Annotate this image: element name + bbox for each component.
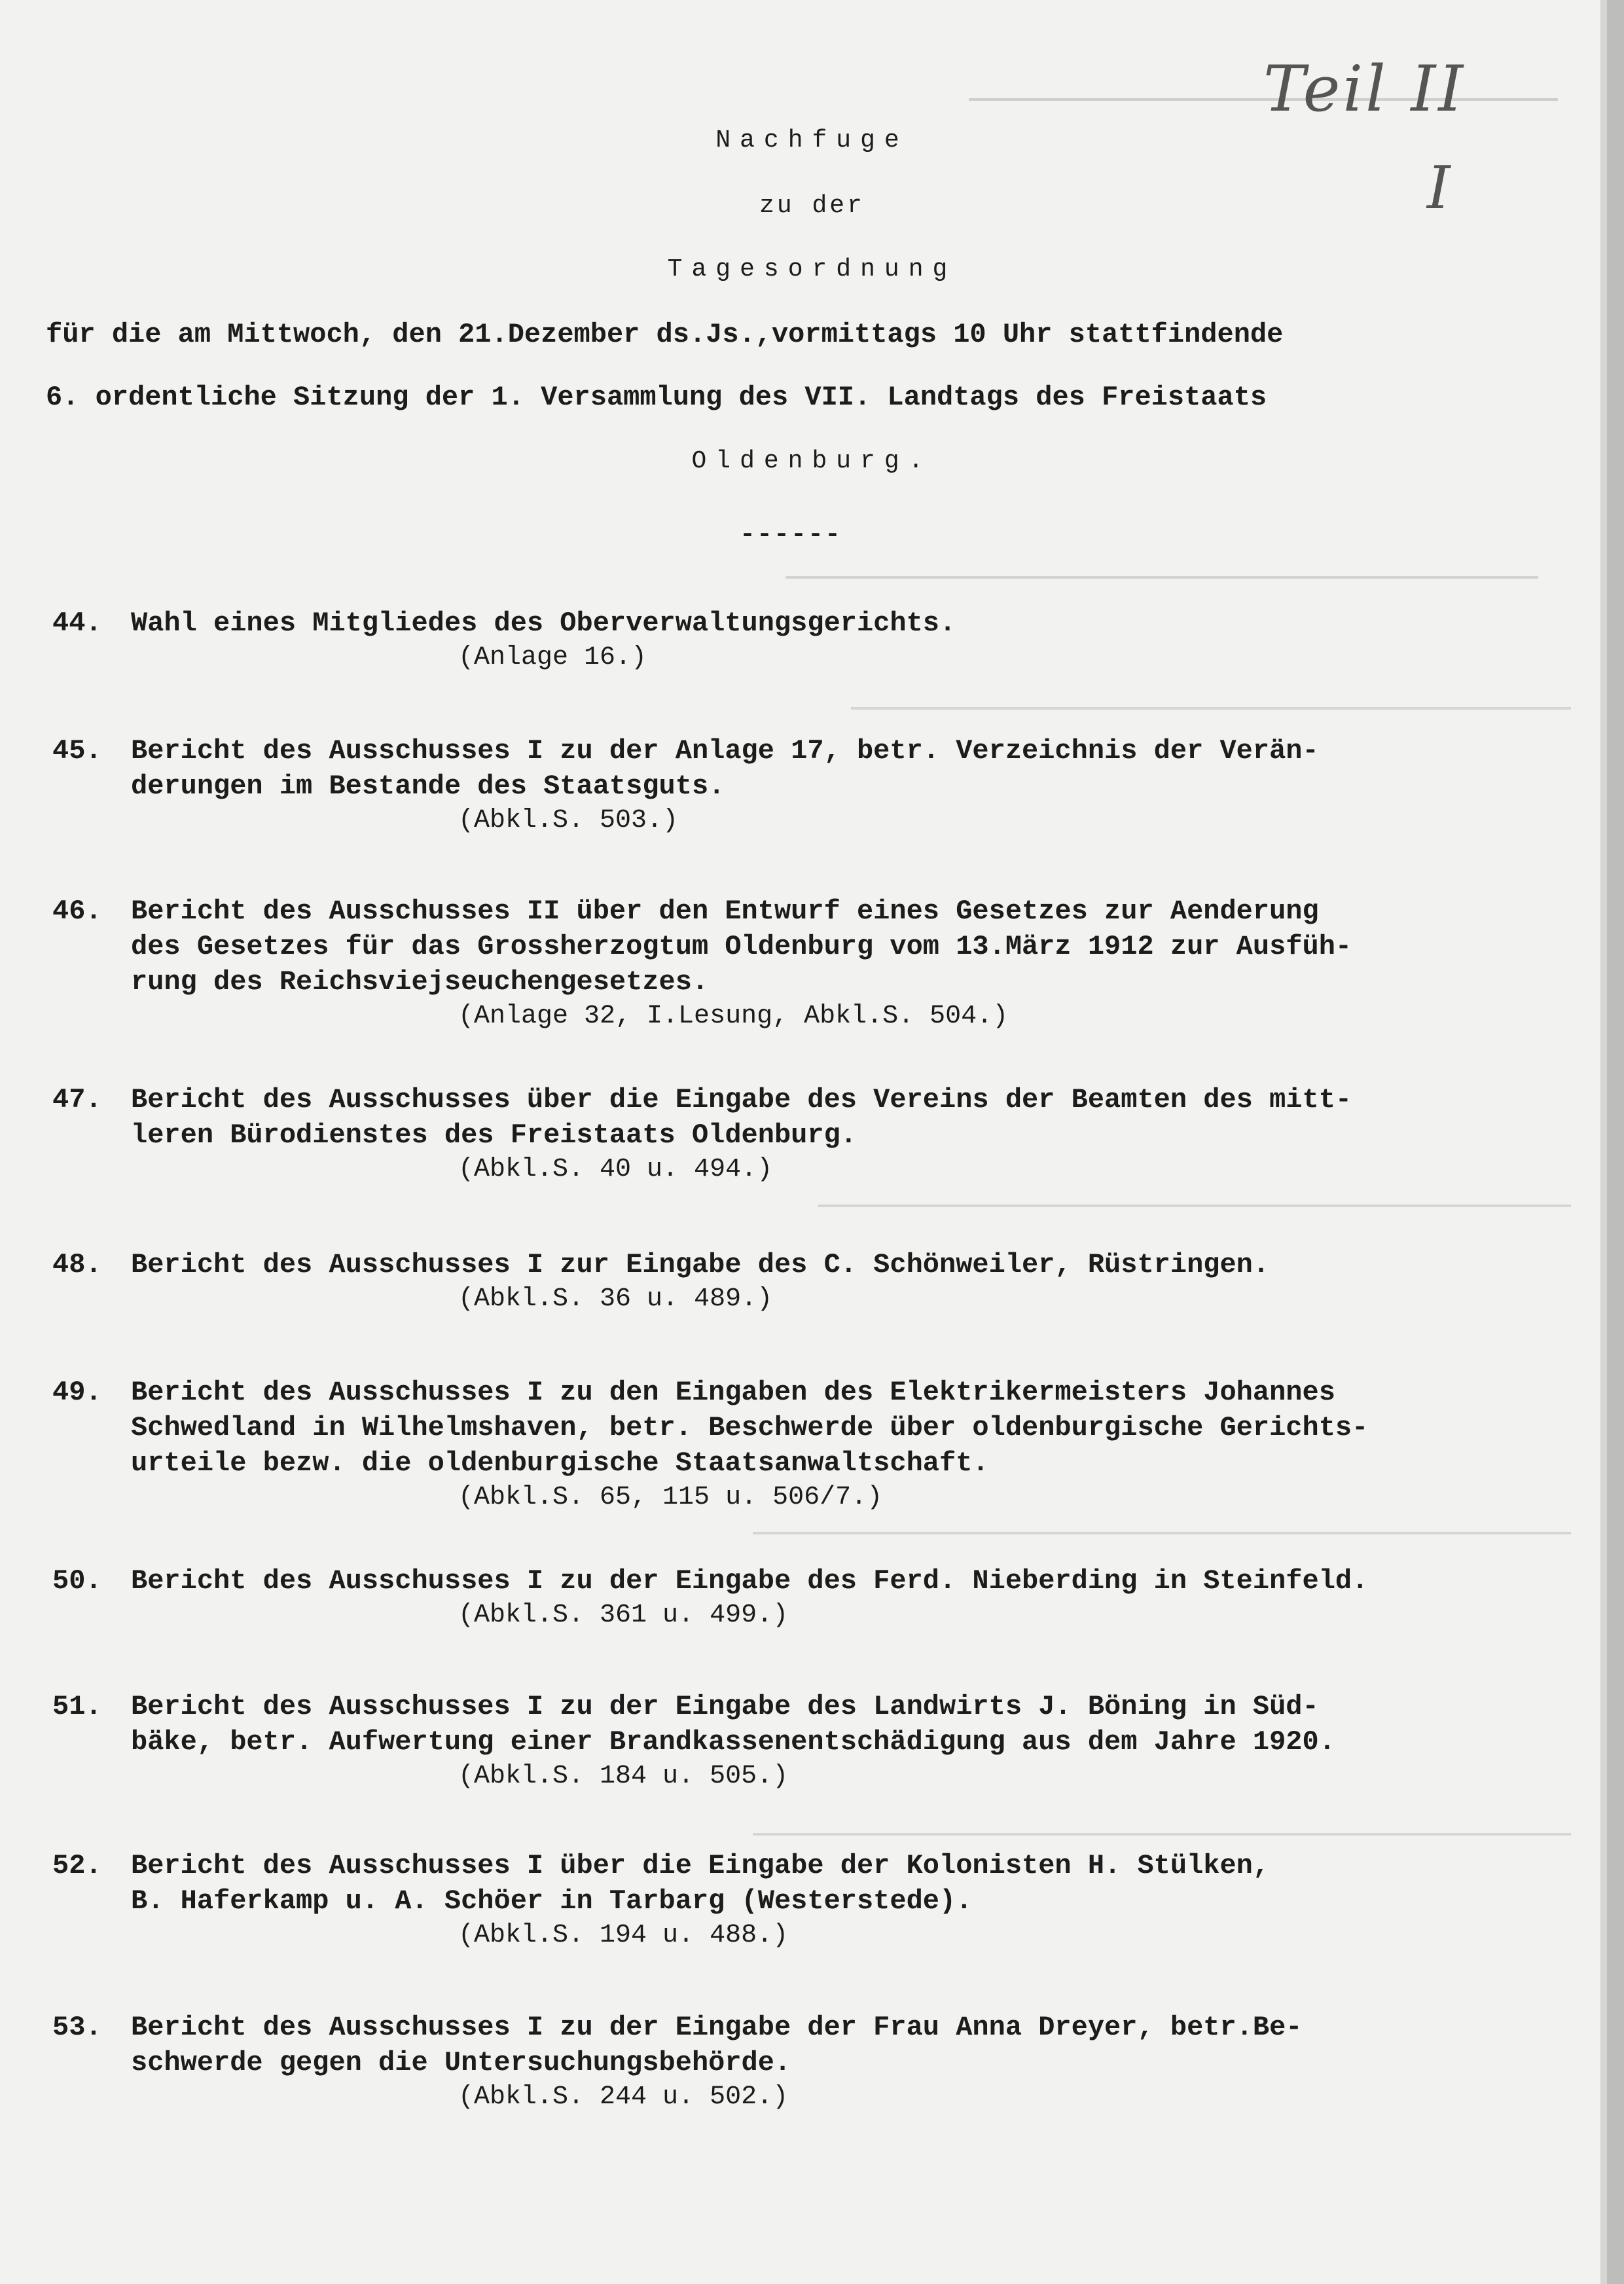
item-text: Bericht des Ausschusses I zur Eingabe des C. Schönweiler, Rüstringen. [131,1249,1270,1280]
item-text: Bericht des Ausschusses I zu der Anlage 17, betr. Verzeichnis der Verän- derungen im Bestande des Staatsguts. [131,735,1319,802]
agenda-item [52,1247,1584,1316]
agenda-item [52,1375,1584,1515]
item-reference: (Abkl.S. 36 u. 489.) [458,1284,773,1314]
item-reference: (Anlage 16.) [458,643,647,672]
bleed-through-mark [753,1532,1571,1534]
item-text: Bericht des Ausschusses I zu der Eingabe des Landwirts J. Böning in Süd- bäke, betr. Aufwertung einer Brandkassenentschädigung aus dem Jahre 1920. [131,1691,1335,1758]
agenda-item [52,894,1584,1034]
header-session-line: 6. ordentliche Sitzung der 1. Versammlung des VII. Landtags des Freistaats [46,382,1267,413]
bleed-through-mark [818,1205,1571,1207]
item-number: 51. [52,1691,102,1722]
item-text: Bericht des Ausschusses I zu der Eingabe des Ferd. Nieberding in Steinfeld. [131,1565,1369,1597]
heading-nachfuge: Nachfuge [715,126,909,154]
agenda-item [52,1082,1584,1187]
bleed-through-mark [753,1833,1571,1836]
page-edge [1607,0,1624,2284]
item-reference: (Anlage 32, I.Lesung, Abkl.S. 504.) [458,1002,1009,1031]
item-text: Bericht des Ausschusses II über den Entwurf eines Gesetzes zur Aenderung des Gesetzes für das Grossherzogtum Oldenburg vom 13.März 1912 zur Ausfüh- rung des Reichsviejseuchengesetzes. [131,896,1352,998]
item-number: 47. [52,1084,102,1115]
heading-tagesordnung: Tagesordnung [667,255,957,283]
item-number: 53. [52,2012,102,2043]
item-number: 45. [52,735,102,767]
agenda-item [52,2010,1584,2114]
agenda-item [52,1689,1584,1794]
bleed-through-mark [785,576,1538,579]
divider: ------ [740,520,842,550]
item-reference: (Abkl.S. 194 u. 488.) [458,1921,789,1950]
bleed-through-mark [851,707,1571,710]
item-number: 49. [52,1377,102,1408]
item-number: 46. [52,896,102,927]
item-text: Wahl eines Mitgliedes des Oberverwaltungsgerichts. [131,607,956,639]
header-date-line: für die am Mittwoch, den 21.Dezember ds.Js.,vormittags 10 Uhr stattfindende [46,319,1284,350]
agenda-item [52,606,1584,675]
item-text: Bericht des Ausschusses I zu der Eingabe der Frau Anna Dreyer, betr.Be- schwerde gegen die Untersuchungsbehörde. [131,2012,1303,2078]
heading-oldenburg: Oldenburg. [691,447,933,475]
item-reference: (Abkl.S. 503.) [458,806,679,835]
item-text: Bericht des Ausschusses I über die Eingabe der Kolonisten H. Stülken, B. Haferkamp u. A. Schöer in Tarbarg (Westerstede). [131,1850,1270,1917]
item-reference: (Abkl.S. 361 u. 499.) [458,1601,789,1630]
item-text: Bericht des Ausschusses über die Eingabe des Vereins der Beamten des mitt- leren Bürodienstes des Freistaats Oldenburg. [131,1084,1352,1151]
agenda-item [52,733,1584,838]
heading-zu-der: zu der [759,192,865,220]
item-number: 44. [52,607,102,639]
agenda-item [52,1563,1584,1633]
item-reference: (Abkl.S. 184 u. 505.) [458,1762,789,1791]
item-reference: (Abkl.S. 65, 115 u. 506/7.) [458,1483,883,1512]
page-edge-shadow [1600,0,1607,2284]
agenda-item [52,1848,1584,1953]
handwritten-annotation-roman: I [1427,154,1451,223]
item-number: 52. [52,1850,102,1881]
item-reference: (Abkl.S. 244 u. 502.) [458,2082,789,2112]
item-text: Bericht des Ausschusses I zu den Eingaben des Elektrikermeisters Johannes Schwedland in Wilhelmshaven, betr. Beschwerde über oldenburgische Gerichts- urteile bezw. die oldenburgische Staatsanwaltschaft. [131,1377,1369,1479]
item-number: 50. [52,1565,102,1597]
item-number: 48. [52,1249,102,1280]
handwritten-annotation-teil: Teil II [1263,52,1466,126]
item-reference: (Abkl.S. 40 u. 494.) [458,1155,773,1184]
